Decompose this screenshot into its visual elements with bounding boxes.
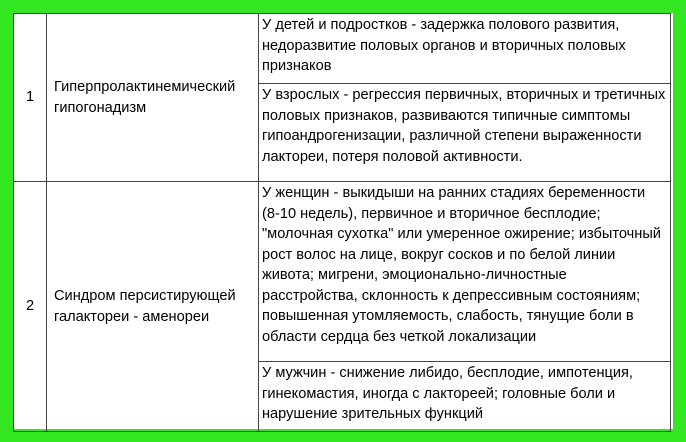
table-frame	[13, 13, 673, 429]
syndrome-name: Синдром персистирующей галактореи - аменореи	[54, 288, 236, 325]
row-number-cell	[14, 182, 47, 432]
description-cell	[259, 362, 671, 432]
row-number: 2	[25, 298, 35, 315]
description-text: У детей и подростков - задержка полового развития, недоразвитие половых органов и вторичных половых признаков	[262, 17, 626, 74]
table-row	[14, 182, 671, 362]
syndrome-name: Гиперпролактинемический гипогонадизм	[54, 79, 236, 116]
description-text: У женщин - выкидыши на ранних стадиях беременности (8-10 недель), первичное и вторичное бесплодие; "молочная сухотка" или умеренное ожирение; избыточный рост волос на лице, вокруг сосков и по белой линии живота; мигрени, эмоционально-личностные расстройства, склонность к депрессивным состояниям; повышенная утомляемость, слабость, тянущие боли в области сердца без четкой локализации	[262, 185, 661, 345]
row-number: 1	[25, 89, 35, 106]
row-number-cell	[14, 14, 47, 182]
description-cell	[259, 14, 671, 84]
table-row	[14, 14, 671, 84]
description-text: У взрослых - регрессия первичных, вторичных и третичных половых признаков, развиваются типичные симптомы гипоандрогенизации, различной степени выраженности лактореи, потеря половой активности.	[262, 87, 666, 165]
symptoms-table	[13, 13, 671, 432]
description-cell	[259, 84, 671, 182]
description-cell	[259, 182, 671, 362]
syndrome-name-cell	[47, 182, 259, 432]
description-text: У мужчин - снижение либидо, бесплодие, импотенция, гинекомастия, иногда с лактореей; головные боли и нарушение зрительных функций	[262, 365, 633, 422]
syndrome-name-cell	[47, 14, 259, 182]
